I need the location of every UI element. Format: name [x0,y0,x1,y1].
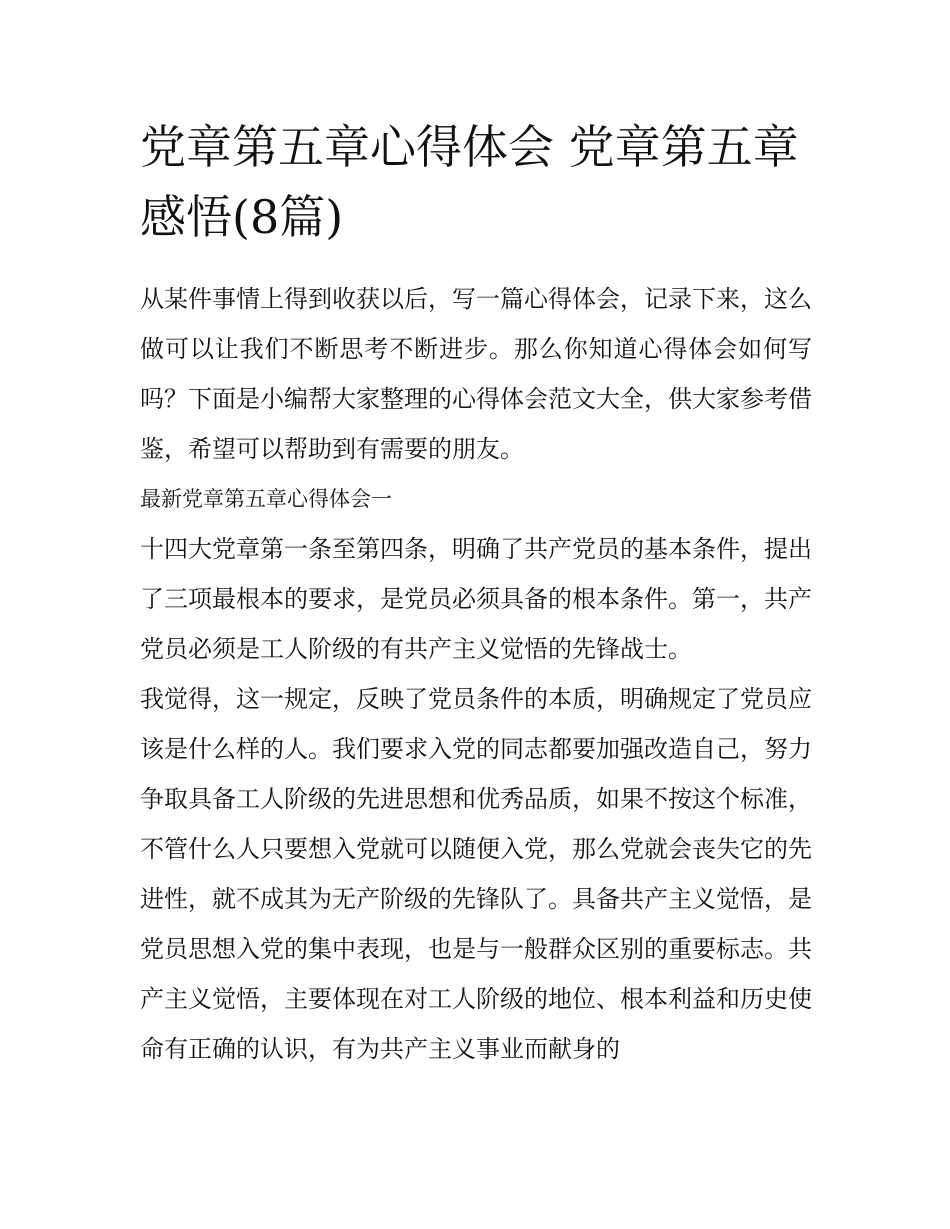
body-paragraph-2: 我觉得，这一规定，反映了党员条件的本质，明确规定了党员应该是什么样的人。我们要求入党的同志都要加强改造自己，努力争取具备工人阶级的先进思想和优秀品质，如果不按这个标准，不管什么人只要想入党就可以随便入党，那么党就会丧失它的先进性，就不成其为无产阶级的先锋队了。具备共产主义觉悟，是党员思想入党的集中表现，也是与一般群众区别的重要标志。共产主义觉悟，主要体现在对工人阶级的地位、根本利益和历史使命有正确的认识，有为共产主义事业而献身的 [140,685,812,1063]
body-paragraph-1: 十四大党章第一条至第四条，明确了共产党员的基本条件，提出了三项最根本的要求，是党员必须具备的根本条件。第一，共产党员必须是工人阶级的有共产主义觉悟的先锋战士。 [140,535,812,663]
document-title: 党章第五章心得体会 党章第五章感悟(8篇) [140,120,799,244]
section-heading: 最新党章第五章心得体会一 [140,487,392,511]
document-body [140,112,812,1074]
intro-paragraph: 从某件事情上得到收获以后，写一篇心得体会，记录下来，这么做可以让我们不断思考不断进步。那么你知道心得体会如何写吗？下面是小编帮大家整理的心得体会范文大全，供大家参考借鉴，希望可以帮助到有需要的朋友。 [140,285,812,463]
